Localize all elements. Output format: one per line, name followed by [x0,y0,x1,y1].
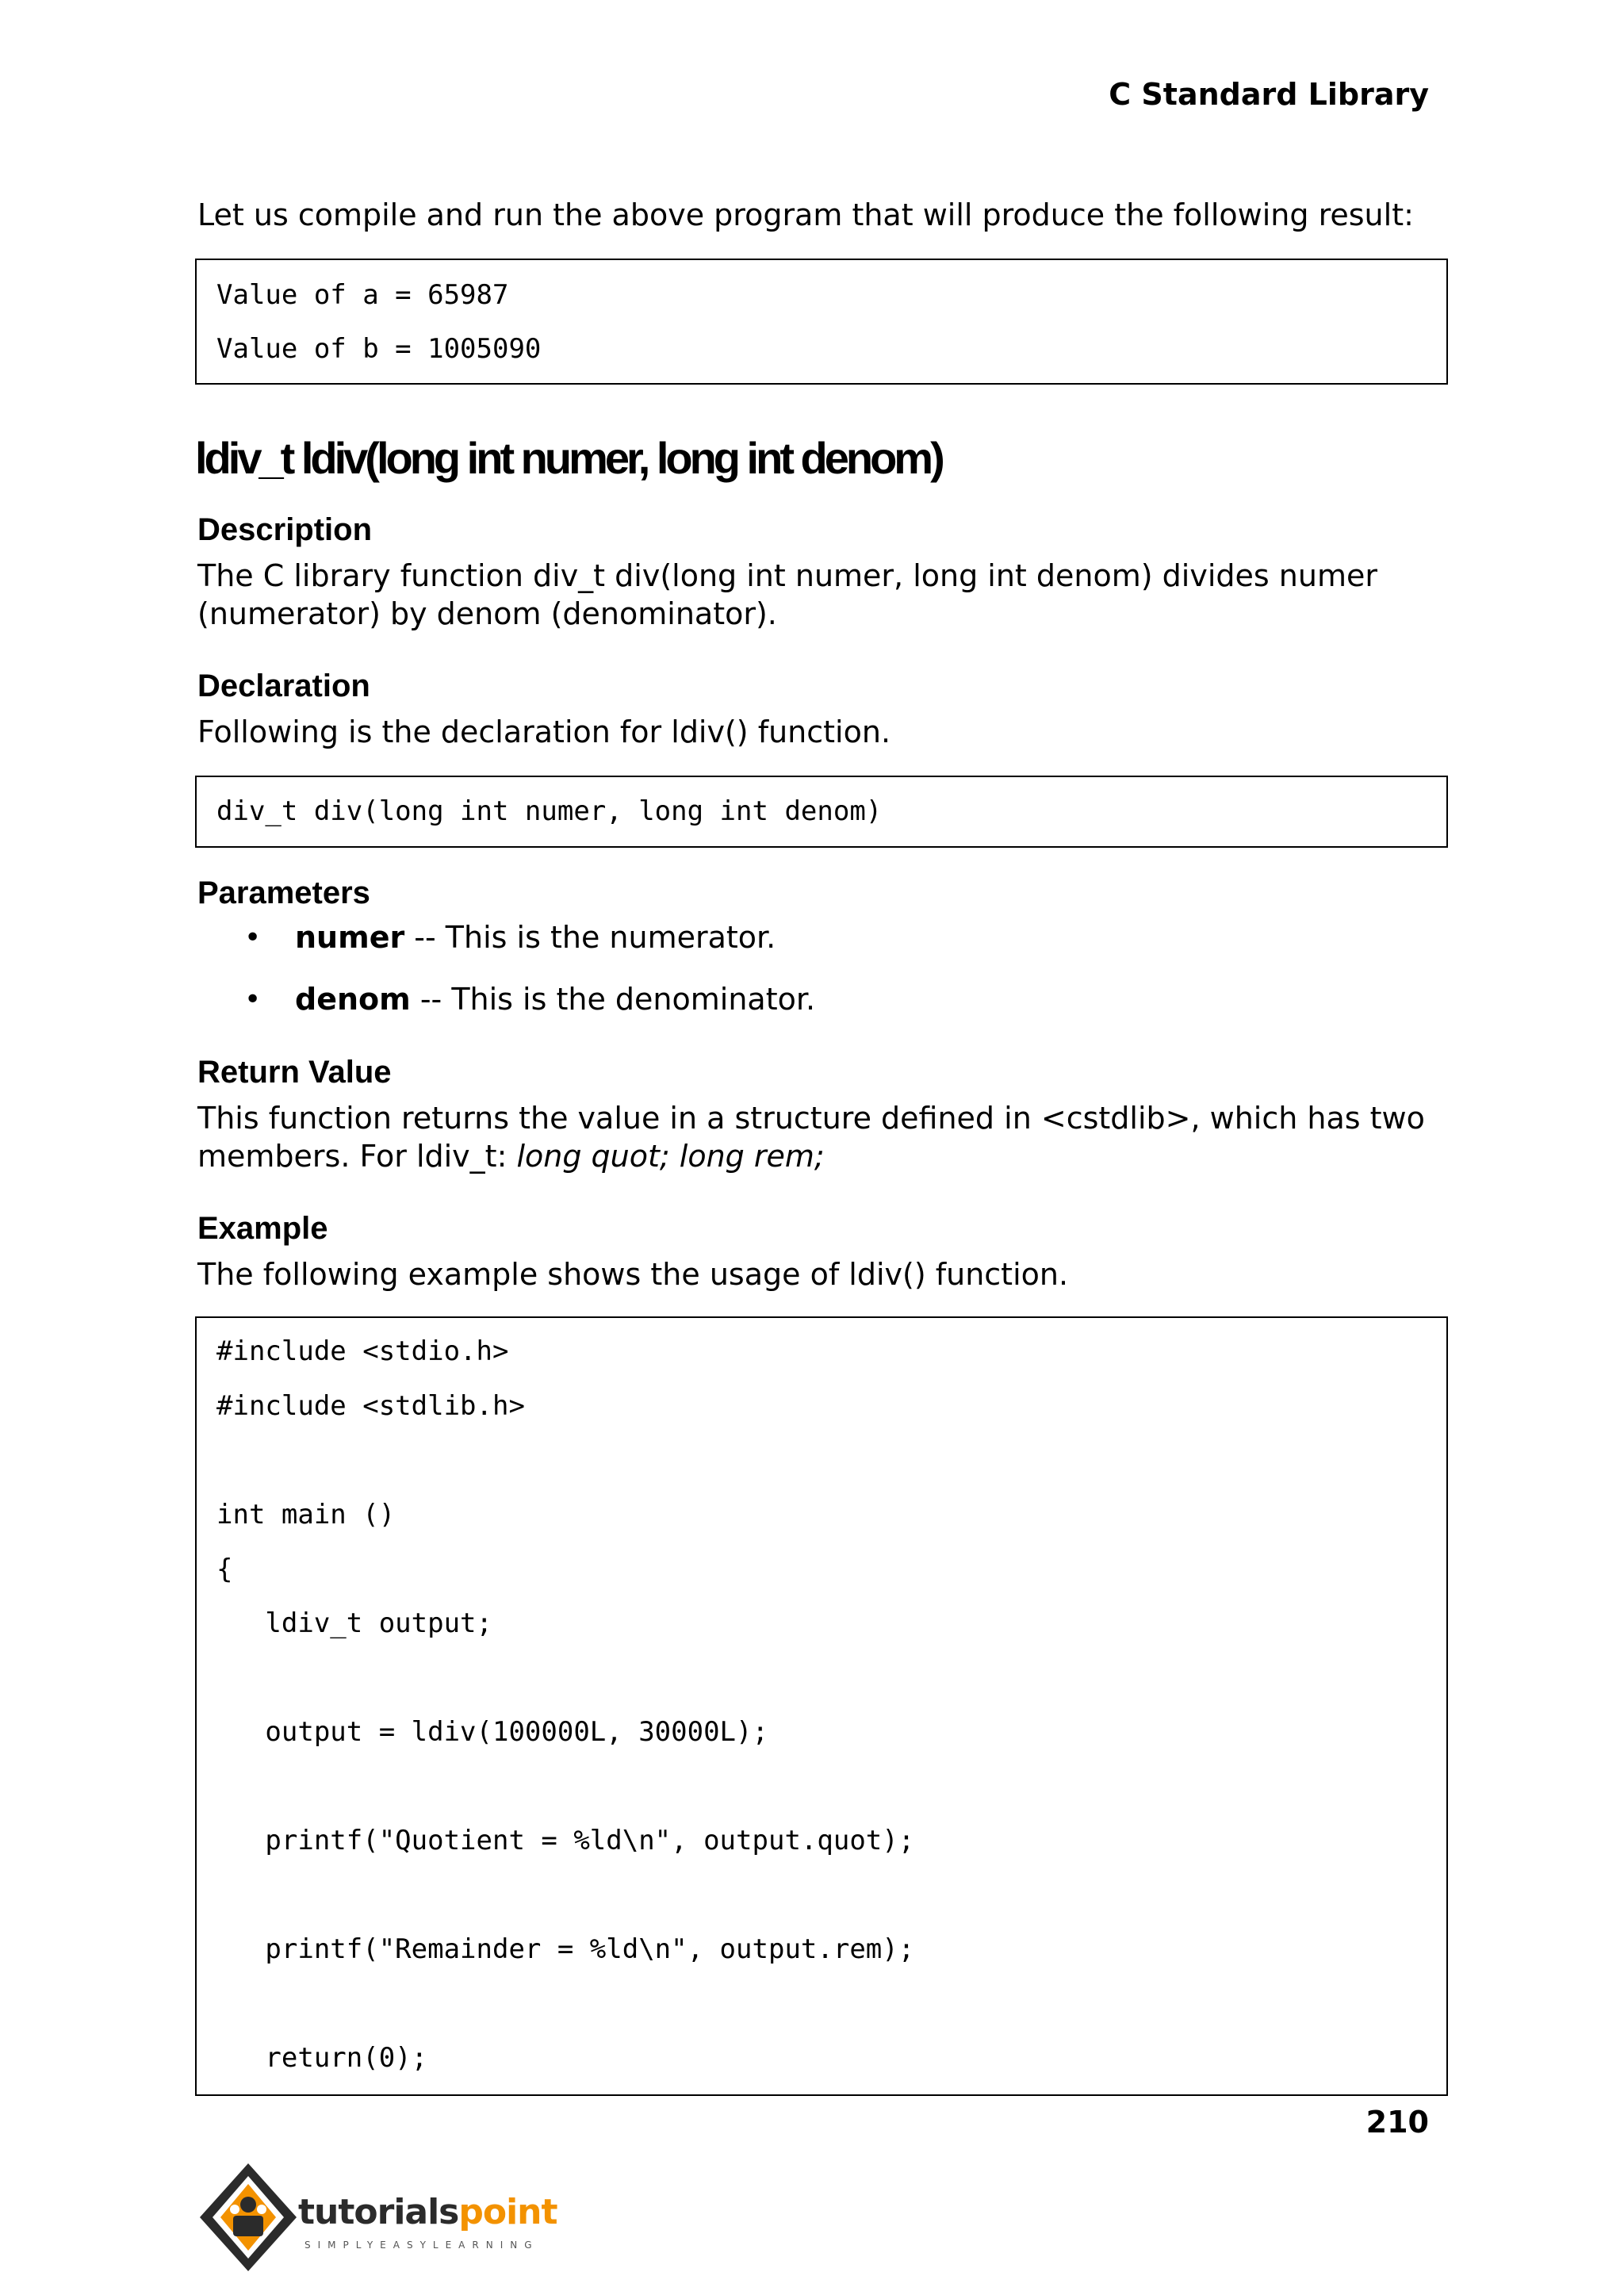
param-name: denom [295,982,411,1017]
example-text: The following example shows the usage of ldiv() function. [197,1257,1069,1292]
example-code-box [195,1316,1448,2096]
result-line-b: Value of b = 1005090 [216,333,542,365]
code-line: #include <stdlib.h> [216,1390,525,1422]
param-name: numer [295,920,405,955]
description-heading: Description [197,512,373,547]
code-line: return(0); [216,2042,428,2074]
declaration-heading: Declaration [197,669,370,703]
page-number: 210 [1365,2105,1429,2140]
bullet-icon: • [244,983,262,1016]
return-value-heading: Return Value [197,1055,392,1090]
bullet-icon: • [244,921,262,954]
param-item-denom [295,982,815,1017]
code-line: int main () [216,1499,396,1531]
result-output-box [195,259,1448,385]
code-line: #include <stdio.h> [216,1335,509,1367]
function-heading: ldiv_t ldiv(long int numer, long int denom) [195,433,942,483]
intro-text: Let us compile and run the above program that will produce the following result: [197,197,1414,232]
description-line-1: The C library function div_t div(long int numer, long int denom) divides numer [197,558,1377,593]
example-heading: Example [197,1211,328,1246]
declaration-code-box [195,776,1448,848]
return-value-line-1: This function returns the value in a structure defined in <cstdlib>, which has two [197,1101,1425,1136]
code-line: { [216,1554,233,1585]
logo-tagline: SIMPLYEASYLEARNING [304,2239,539,2251]
param-item-numer [295,920,776,955]
code-line: ldiv_t output; [216,1607,492,1639]
logo-word-main: tutorials [298,2192,459,2232]
description-line-2: (numerator) by denom (denominator). [197,596,777,631]
parameters-heading: Parameters [197,875,370,910]
logo-word-accent: point [458,2192,557,2232]
code-line: printf("Quotient = %ld\n", output.quot); [216,1825,915,1856]
return-value-members: long quot; long rem; [516,1139,825,1174]
declaration-code: div_t div(long int numer, long int denom) [216,795,883,827]
tutorialspoint-logo [197,2160,569,2274]
return-value-line-2 [197,1137,1431,1176]
param-desc: -- This is the numerator. [404,920,776,955]
declaration-text: Following is the declaration for ldiv() function. [197,715,891,749]
result-line-a: Value of a = 65987 [216,279,509,311]
logo-wordmark [298,2192,557,2232]
running-header: C Standard Library [1109,77,1429,112]
return-value-prefix: members. For ldiv_t: [197,1139,517,1174]
param-desc: -- This is the denominator. [410,982,816,1017]
code-line: printf("Remainder = %ld\n", output.rem); [216,1933,915,1965]
logo-diamond-icon [197,2160,300,2274]
code-line: output = ldiv(100000L, 30000L); [216,1716,768,1748]
